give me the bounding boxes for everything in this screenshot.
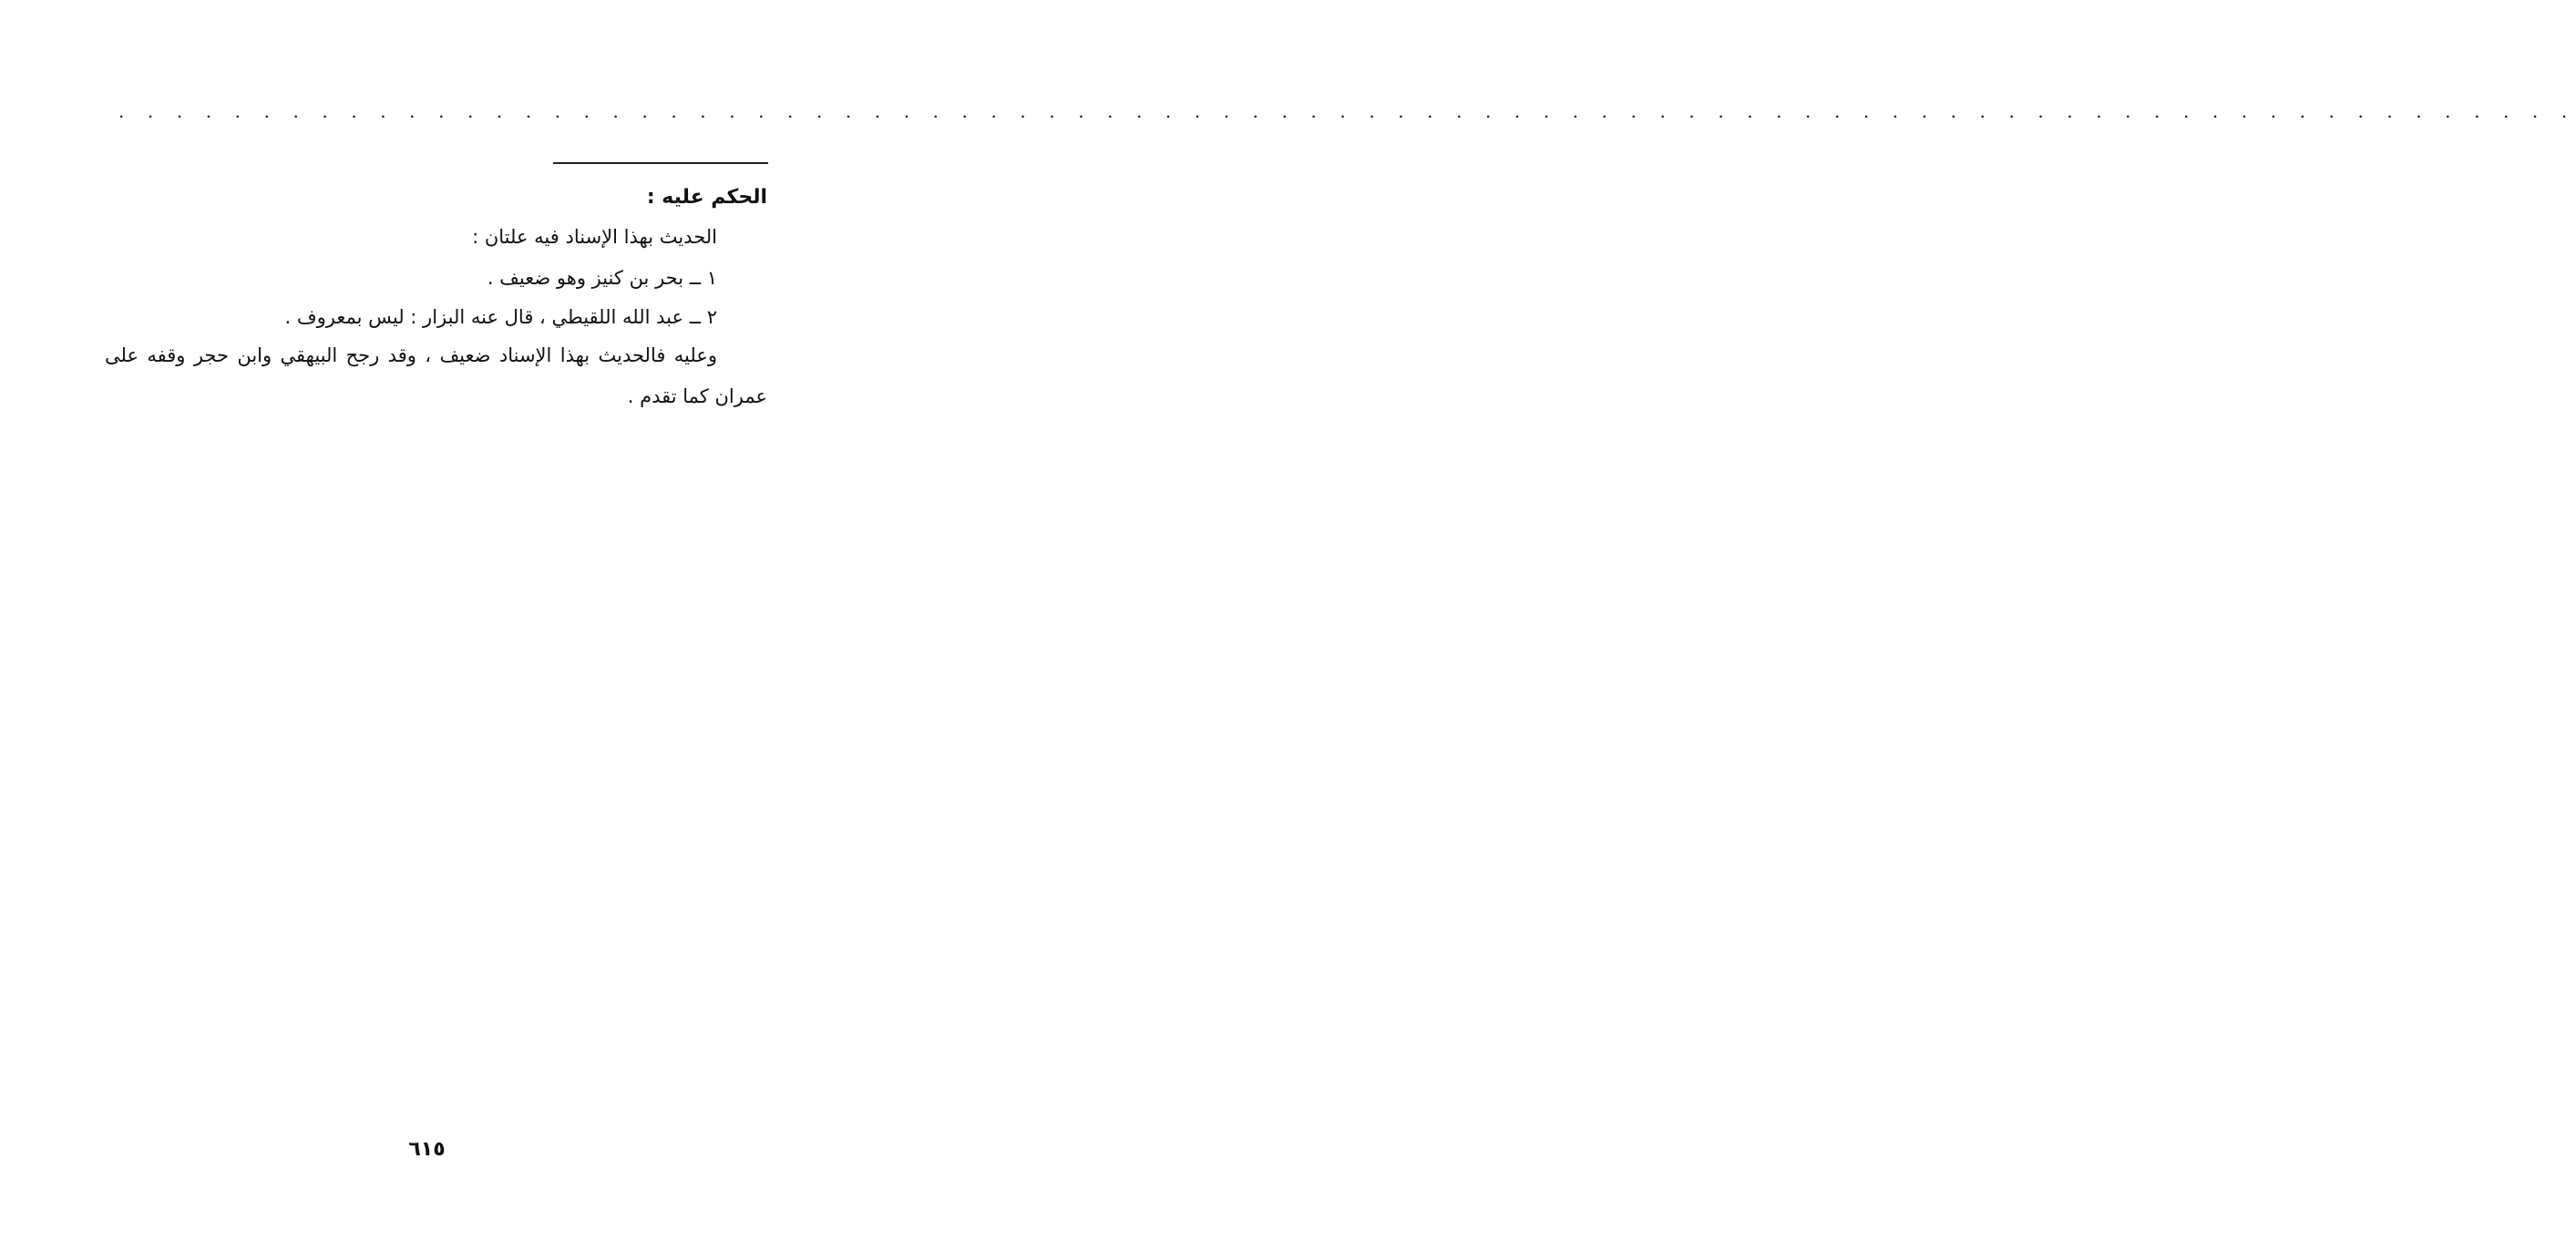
page-number: ٦١٥ — [408, 1138, 446, 1161]
dotted-separator: . . . . . . . . . . . . . . . . . . . . . . . . . . . . . . . . . . . . . . . . . . . . . . . . . . . . . . . . . . . . . . . . . . . . . . . . . . . . . . . . . . . . . — [118, 100, 2576, 122]
list-item-2: ٢ ــ عبد الله اللقيطي ، قال عنه البزار : ليس بمعروف . — [284, 306, 717, 328]
section-heading: الحكم عليه : — [646, 186, 767, 209]
conclusion-line-1: وعليه فالحديث بهذا الإسناد ضعيف ، وقد رجح البيهقي وابن حجر وقفه على — [105, 344, 717, 366]
intro-line: الحديث بهذا الإسناد فيه علتان : — [472, 226, 717, 248]
conclusion-line-2: عمران كما تقدم . — [627, 385, 767, 407]
horizontal-rule — [553, 162, 768, 164]
list-item-1: ١ ــ بحر بن كنيز وهو ضعيف . — [487, 267, 717, 289]
